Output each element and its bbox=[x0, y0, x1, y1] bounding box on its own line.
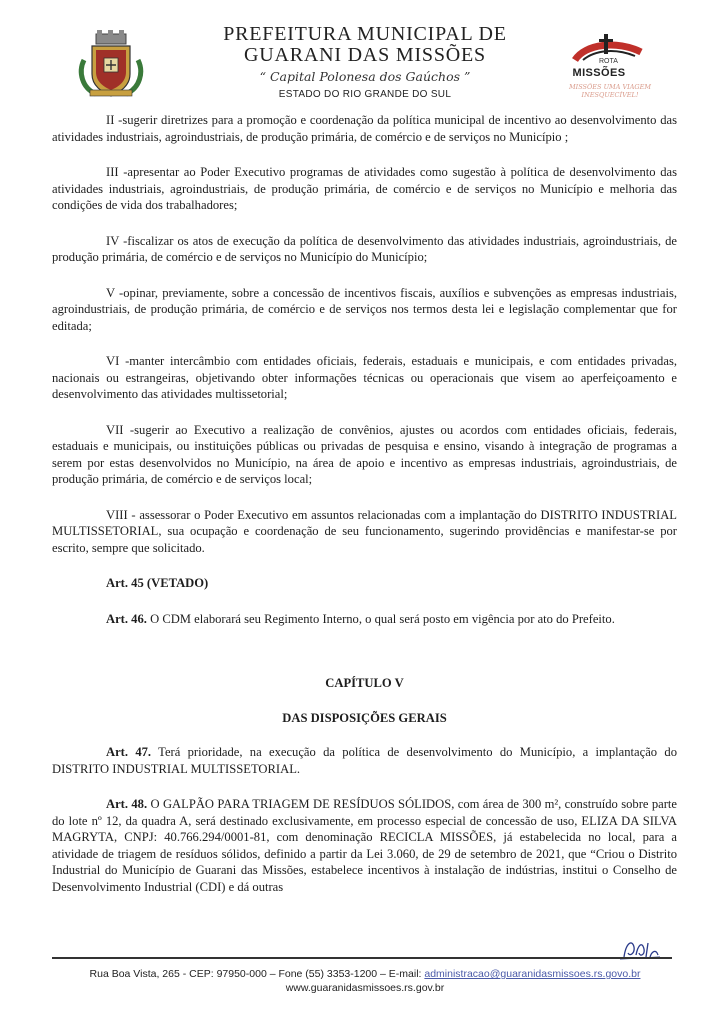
footer-email-link[interactable]: administracao@guaranidasmissoes.rs.govo.br bbox=[424, 968, 641, 980]
footer-website[interactable]: www.guaranidasmissoes.rs.gov.br bbox=[285, 982, 445, 994]
letterhead-title-line-1: PREFEITURA MUNICIPAL DE bbox=[223, 23, 507, 45]
letterhead-motto: “ Capital Polonesa dos Gaúchos ” bbox=[259, 69, 471, 84]
article-47 bbox=[52, 744, 677, 777]
article-46-label: Art. 46. bbox=[106, 611, 147, 626]
paragraph-item-ii: II -sugerir diretrizes para a promoção e coordenação da política municipal de incentivo ao desenvolvimento das atividades industriais, agroindustriais, de produção primária, de comércio e de serviços no Município ; bbox=[52, 113, 677, 144]
municipal-crest-icon bbox=[76, 30, 146, 100]
rota-missoes-logo bbox=[555, 30, 675, 110]
paragraph-item-v: V -opinar, previamente, sobre a concessão de incentivos fiscais, auxílios e subvenções as empresas industriais, agroindustriais, de produção primária, de comércio e de serviços nos termos desta lei e legislação complementar que for editada; bbox=[52, 285, 677, 333]
article-45 bbox=[52, 575, 677, 592]
paragraph-item-viii: VIII - assessorar o Poder Executivo em assuntos relacionadas com a implantação do DISTRITO INDUSTRIAL MULTISSETORIAL, sua ocupação e coordenação de seu funcionamento, sugerindo providências e manifestar-se por escrito, sempre que solicitado. bbox=[52, 507, 677, 555]
article-47-label: Art. 47. bbox=[106, 745, 152, 759]
letterhead bbox=[0, 0, 725, 112]
article-48-text: O GALPÃO PARA TRIAGEM DE RESÍDUOS SÓLIDOS, com área de 300 m², construído sobre parte do lote nº 12, da quadra A, será destinado exclusivamente, em processo especial de concessão de uso, ELIZA DA SILVA MAGRYTA, CNPJ: 40.766.294/0001-81, com denominação RECICLA MISSÕES, já estabelecida no local, para a atividade de triagem de resíduos sólidos, definido a partir da Lei 3.060, de 29 de setembro de 2021, que “Criou o Distrito Industrial do Município de Guarani das Missões, estabelece incentivos à instalação de indústrias, institui o Conselho de Desenvolvimento Industrial (CDI) e dá outras bbox=[52, 797, 678, 894]
logo-slogan: MISSÕES UMA VIAGEM INESQUECÍVEL! bbox=[568, 83, 652, 99]
footer-divider bbox=[52, 957, 672, 959]
chapter-title: CAPÍTULO V bbox=[325, 676, 404, 690]
footer-address-line bbox=[40, 967, 690, 981]
document-body bbox=[52, 112, 677, 914]
logo-rota-label: ROTA bbox=[599, 58, 618, 65]
chapter-subtitle: DAS DISPOSIÇÕES GERAIS bbox=[282, 710, 447, 725]
paragraph-item-iv: IV -fiscalizar os atos de execução da política de desenvolvimento das atividades industriais, agroindustriais, de produção primária, de comércio e de serviços no Município do Município; bbox=[52, 233, 677, 264]
paragraph-item-vii: VII -sugerir ao Executivo a realização de convênios, ajustes ou acordos com entidades oficiais, federais, estaduais e municipais, ou instituições públicas ou privadas de pesquisa e ensino, visando à integração de programas a serem por estas desenvolvidos no Município, na área de apoio e incentivo as empresas industriais, agroindustriais, de produção primária, de comércio e de serviços local; bbox=[52, 422, 677, 486]
article-45-label: Art. 45 (VETADO) bbox=[106, 576, 209, 590]
article-46 bbox=[52, 611, 677, 628]
footer bbox=[40, 967, 690, 995]
letterhead-title-block bbox=[190, 24, 540, 100]
article-48-label: Art. 48. bbox=[106, 797, 148, 811]
article-48 bbox=[52, 796, 677, 895]
logo-missoes-label: MISSÕES bbox=[572, 67, 626, 79]
paragraph-item-iii: III -apresentar ao Poder Executivo programas de atividades como sugestão à política de desenvolvimento das atividades industriais, agroindustriais, de produção primária, de comércio e de serviços no Município e melhoria das condições de vida dos trabalhadores; bbox=[52, 165, 677, 212]
letterhead-state: ESTADO DO RIO GRANDE DO SUL bbox=[278, 89, 452, 100]
article-46-text: O CDM elaborará seu Regimento Interno, o qual será posto em vigência por ato do Prefeito. bbox=[146, 611, 615, 626]
footer-address: Rua Boa Vista, 265 - CEP: 97950-000 – Fone (55) 3353-1200 – E-mail: bbox=[89, 968, 425, 980]
article-47-text: Terá prioridade, na execução da política de desenvolvimento do Município, a implantação do DISTRITO INDUSTRIAL MULTISSETORIAL. bbox=[52, 745, 677, 776]
paragraph-item-vi: VI -manter intercâmbio com entidades oficiais, federais, estaduais e municipais, e com entidades privadas, nacionais ou estrangeiras, objetivando obter informações técnicas ou operacionais que visem ao aperfeiçoamento e desenvolvimento das atividades multissetorial; bbox=[52, 354, 677, 401]
letterhead-title-line-2: GUARANI DAS MISSÕES bbox=[244, 44, 486, 66]
